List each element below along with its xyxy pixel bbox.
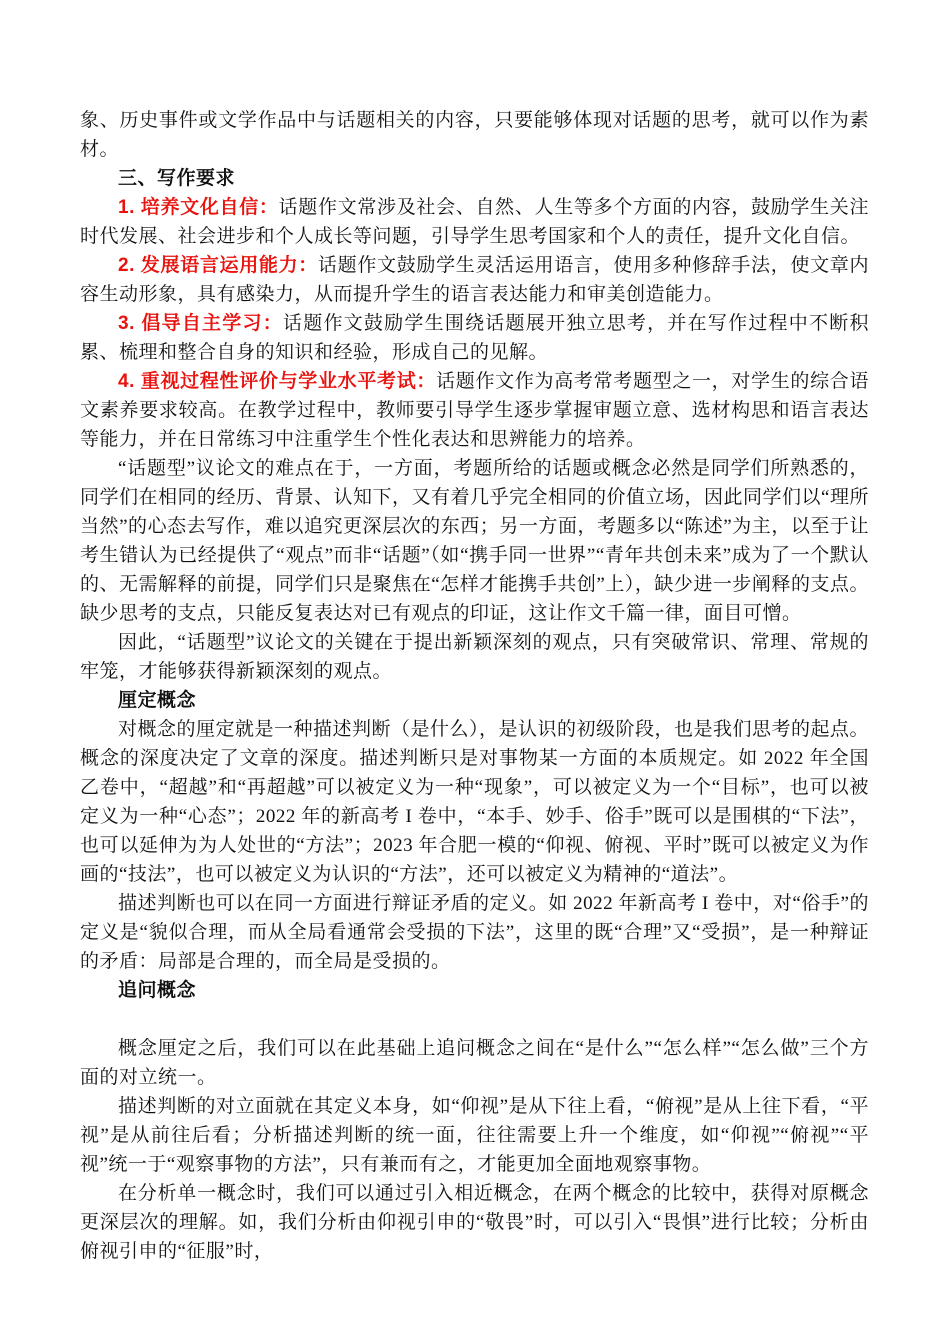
paragraph-text: 描述判断也可以在同一方面进行辩证矛盾的定义。如 2022 年新高考 I 卷中，对“俗手”的定义是“貌似合理，而从全局看通常会受损的下法”，这里的既“合理”又“受损”，是一种辩证的矛盾：局部是合理的，而全局是受损的。 <box>80 893 869 972</box>
paragraph-text: 在分析单一概念时，我们可以通过引入相近概念，在两个概念的比较中，获得对原概念更深层次的理解。如，我们分析由仰视引申的“敬畏”时，可以引入“畏惧”进行比较；分析由俯视引申的“征服”时， <box>80 1183 869 1262</box>
paragraph-text: 三、写作要求 <box>118 168 236 189</box>
paragraph-text: 话题作文作为高考常考题型之一，对学生的综合语文素养要求较高。在教学过程中，教师要引导学生逐步掌握审题立意、选材构思和语言表达等能力，并在日常练习中注重学生个性化表达和思辨能力的培养。 <box>80 371 869 450</box>
paragraph-text: 话题作文常涉及社会、自然、人生等多个方面的内容，鼓励学生关注时代发展、社会进步和个人成长等问题，引导学生思考国家和个人的责任，提升文化自信。 <box>80 197 869 247</box>
item-number-lead: 2. 发展语言运用能力： <box>118 255 318 276</box>
para-topic-essay-difficulties <box>80 454 869 628</box>
paragraph-text: 对概念的厘定就是一种描述判断（是什么），是认识的初级阶段，也是我们思考的起点。概念的深度决定了文章的深度。描述判断只是对事物某一方面的本质规定。如 2022 年全国乙卷中，“超越”和“再超越”可以被定义为一种“现象”，可以被定义为一个“目标”，也可以被定义为一种“心态”；2022 年的新高考 I 卷中，“本手、妙手、俗手”既可以是围棋的“下法”，也可以延伸为为人处世的“方法”；2023 年合肥一模的“仰视、俯视、平时”既可以被定义为作画的“技法”，也可以被定义为认识的“方法”，还可以被定义为精神的“道法”。 <box>80 719 870 885</box>
para-concept-definition-examples <box>80 715 869 889</box>
paragraph-text: 追问概念 <box>118 980 197 1001</box>
heading-define-concept <box>80 686 869 715</box>
item-2-develop-language-ability <box>80 251 869 309</box>
para-source-material-continuation <box>80 106 869 164</box>
item-number-lead: 4. 重视过程性评价与学业水平考试： <box>118 371 437 392</box>
paragraph-text: 描述判断的对立面就在其定义本身，如“仰视”是从下往上看，“俯视”是从上往下看，“平视”是从前往后看；分析描述判断的统一面，往往需要上升一个维度，如“仰视”“俯视”“平视”统一于“观察事物的方法”，只有兼而有之，才能更加全面地观察事物。 <box>80 1096 869 1175</box>
paragraph-text: 话题作文鼓励学生灵活运用语言，使用多种修辞手法，使文章内容生动形象，具有感染力，从而提升学生的语言表达能力和审美创造能力。 <box>80 255 869 305</box>
item-4-process-evaluation-and-exam <box>80 367 869 454</box>
para-dialectical-definition <box>80 889 869 976</box>
heading-writing-requirements <box>80 164 869 193</box>
paragraph-text: 因此，“话题型”议论文的关键在于提出新颖深刻的观点，只有突破常识、常理、常规的牢笼，才能够获得新颖深刻的观点。 <box>80 632 869 682</box>
item-number-lead: 3. 倡导自主学习： <box>118 313 283 334</box>
item-number-lead: 1. 培养文化自信： <box>118 197 279 218</box>
item-3-advocate-independent-learning <box>80 309 869 367</box>
document-body <box>80 106 869 1266</box>
para-compare-similar-concepts <box>80 1179 869 1266</box>
blank-line <box>80 1005 869 1034</box>
paragraph-text: “话题型”议论文的难点在于，一方面，考题所给的话题或概念必然是同学们所熟悉的，同学们在相同的经历、背景、认知下，又有着几乎完全相同的价值立场，因此同学们以“理所当然”的心态去写作，难以追究更深层次的东西；另一方面，考题多以“陈述”为主，以至于让考生错认为已经提供了“观点”而非“话题”（如“携手同一世界”“青年共创未来”成为了一个默认的、无需解释的前提，同学们只是聚焦在“怎样才能携手共创”上），缺少进一步阐释的支点。缺少思考的支点，只能反复表达对已有观点的印证，这让作文千篇一律，面目可憎。 <box>80 458 869 624</box>
para-question-three-aspects <box>80 1034 869 1092</box>
heading-question-concept <box>80 976 869 1005</box>
paragraph-text: 话题作文鼓励学生围绕话题展开独立思考，并在写作过程中不断积累、梳理和整合自身的知识和经验，形成自己的见解。 <box>80 313 869 363</box>
para-opposition-and-unity <box>80 1092 869 1179</box>
paragraph-text: 厘定概念 <box>118 690 197 711</box>
paragraph-text: 概念厘定之后，我们可以在此基础上追问概念之间在“是什么”“怎么样”“怎么做”三个方面的对立统一。 <box>80 1038 869 1088</box>
para-topic-essay-key <box>80 628 869 686</box>
item-1-cultivate-cultural-confidence <box>80 193 869 251</box>
paragraph-text: 象、历史事件或文学作品中与话题相关的内容，只要能够体现对话题的思考，就可以作为素材。 <box>80 110 869 160</box>
